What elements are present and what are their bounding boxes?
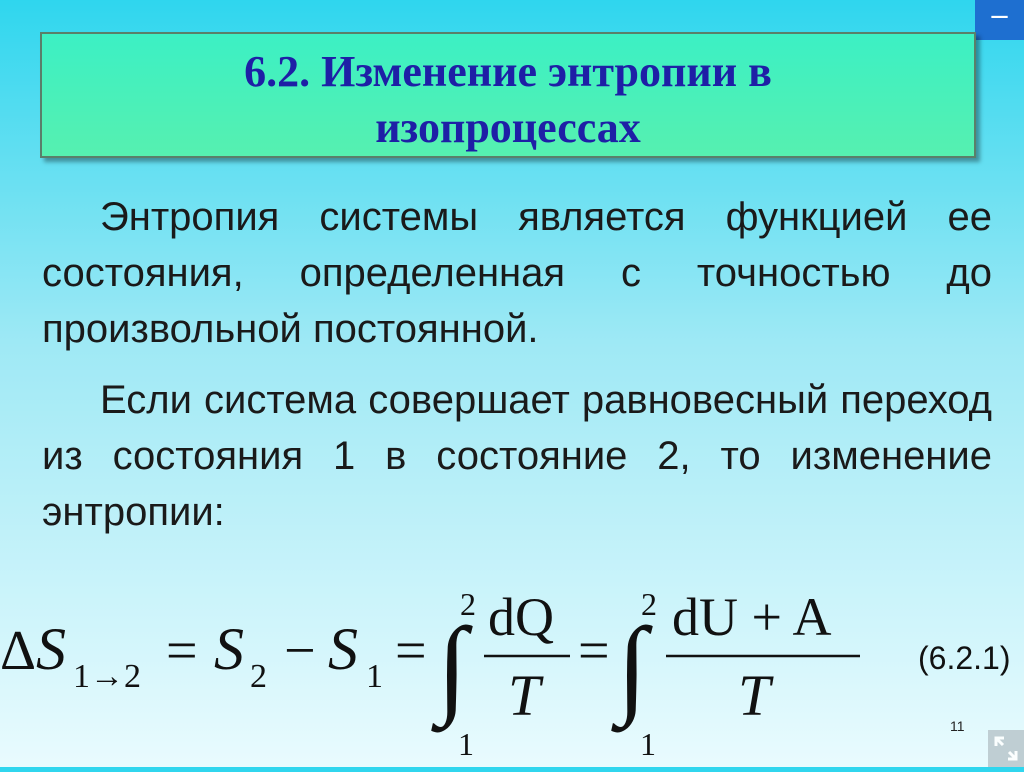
fraction-numerator-dq: dQ [488,587,554,647]
integral-lower-limit: 1 [640,726,656,762]
s1-symbol: S [328,616,358,682]
subscript-2: 2 [250,658,267,695]
equals-sign: = [395,620,427,682]
minimize-button[interactable]: − [975,0,1024,40]
paragraph-entropy-definition: Энтропия системы является функцией ее состояния, определенная с точностью до произвольной постоянной. [42,195,992,351]
expand-button[interactable] [988,730,1024,767]
expand-icon [988,730,1024,767]
entropy-formula [0,585,1024,767]
minus-sign: − [284,620,316,682]
integral-sign: ∫ [437,605,468,727]
integral-sign: ∫ [617,605,648,727]
equals-sign: = [578,620,610,682]
fraction-denominator-t: T [508,663,541,728]
slide-title [40,32,976,158]
s2-symbol: S [214,616,244,682]
s-symbol: S [36,616,66,682]
paragraph-equilibrium-transition: Если система совершает равновесный переход из состояния 1 в состояние 2, то изменение энтропии: [42,378,992,534]
slide-number: 11 [950,718,965,734]
title-line-2: изопроцессах [375,103,641,152]
fraction-numerator-du-plus-a: dU + A [672,587,832,647]
fraction-denominator-t: T [738,663,771,728]
equals-sign: = [166,620,198,682]
integral-lower-limit: 1 [458,726,474,762]
subscript-1: 1 [366,658,383,695]
subscript-1to2: 1→2 [73,658,141,695]
integral-upper-limit: 2 [460,586,476,622]
title-line-1: 6.2. Изменение энтропии в [244,47,772,96]
equation-number: (6.2.1) [918,640,1011,676]
integral-upper-limit: 2 [641,586,657,622]
delta-symbol: Δ [0,620,37,682]
